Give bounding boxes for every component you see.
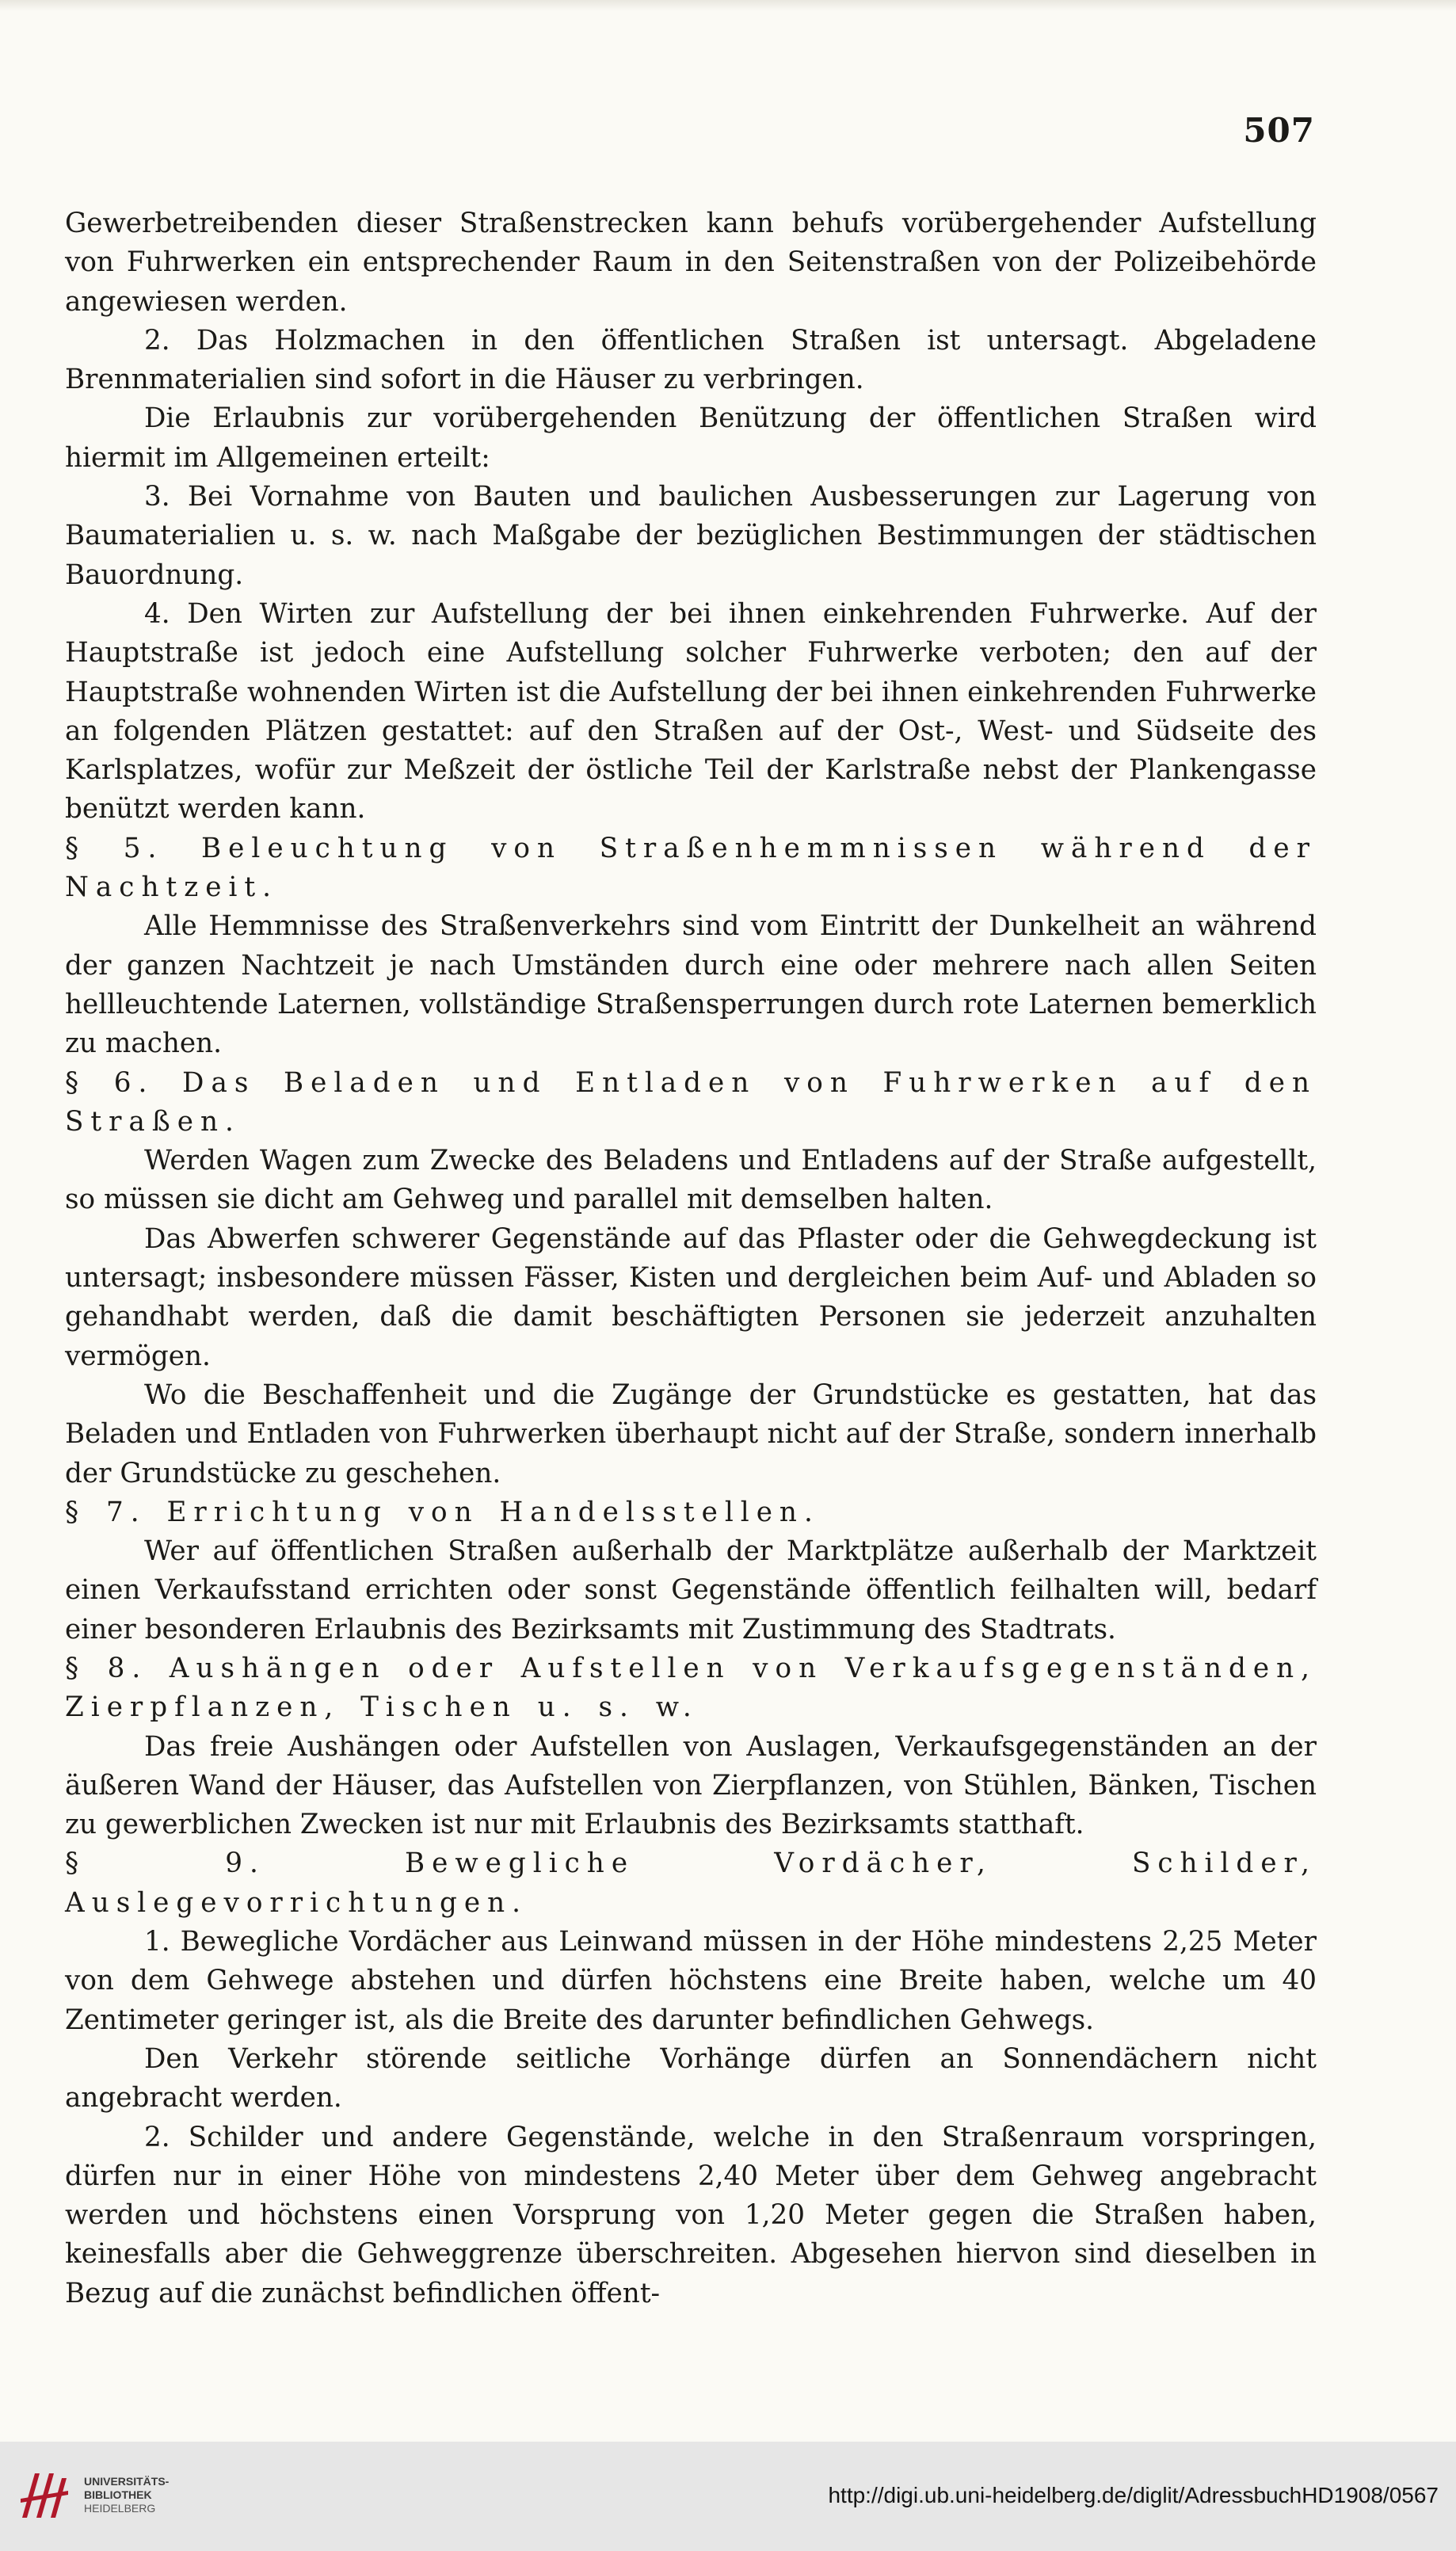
library-logo[interactable] <box>16 2456 184 2535</box>
paragraph: Das freie Aushängen oder Aufstellen von Auslagen, Verkaufsgegenständen an der äußeren Wand der Häuser, das Aufstellen von Zierpflanzen, von Stühlen, Bänken, Tischen zu gewerblichen Zwecken ist nur mit Erlaubnis des Bezirksamts statthaft. <box>65 1730 1317 1841</box>
paragraph: 2. Das Holzmachen in den öffentlichen Straßen ist untersagt. Abgeladene Brennmaterialien sind sofort in die Häuser zu verbringen. <box>65 324 1317 396</box>
scan-edge <box>0 0 1456 11</box>
paragraph: Das Abwerfen schwerer Gegenstände auf das Pflaster oder die Gehwegdeckung ist untersagt; insbesondere müssen Fässer, Kisten und dergleichen beim Auf- und Abladen so gehandhabt werden, daß die damit beschäftigten Personen sie jederzeit anzuhalten vermögen. <box>65 1222 1317 1372</box>
section-heading: § 9. Bewegliche Vordächer, Schilder, Auslegevorrichtungen. <box>65 1847 1317 1919</box>
paragraph: Alle Hemmnisse des Straßenverkehrs sind vom Eintritt der Dunkelheit an während der ganzen Nachtzeit je nach Umständen durch eine oder mehrere nach allen Seiten hellleuchtende Laternen, vollständige Straßensperrungen durch rote Laternen bemerklich zu machen. <box>65 910 1317 1060</box>
section-heading: § 5. Beleuchtung von Straßenhemmnissen während der Nachtzeit. <box>65 832 1317 904</box>
paragraph: 3. Bei Vornahme von Bauten und baulichen Ausbesserungen zur Lagerung von Baumaterialien u. s. w. nach Maßgabe der bezüglichen Bestimmungen der städtischen Bauordnung. <box>65 481 1317 591</box>
paragraph: 1. Bewegliche Vordächer aus Leinwand müssen in der Höhe mindestens 2,25 Meter von dem Gehwege abstehen und dürfen höchstens eine Breite haben, welche um 40 Zentimeter geringer ist, als die Breite des darunter befindlichen Gehwegs. <box>65 1926 1317 2036</box>
paragraph: Werden Wagen zum Zwecke des Beladens und Entladens auf der Straße aufgestellt, so müssen sie dicht am Gehweg und parallel mit demselben halten. <box>65 1145 1317 1216</box>
logo-line: HEIDELBERG <box>84 2502 156 2515</box>
source-url-link[interactable]: http://digi.ub.uni-heidelberg.de/diglit/AdressbuchHD1908/0567 <box>828 2483 1439 2507</box>
section-heading: § 6. Das Beladen und Entladen von Fuhrwerken auf den Straßen. <box>65 1066 1317 1138</box>
paragraph: 4. Den Wirten zur Aufstellung der bei ihnen einkehrenden Fuhrwerke. Auf der Hauptstraße ist jedoch eine Aufstellung solcher Fuhrwerke verboten; den auf der Hauptstraße wohnenden Wirten ist die Aufstellung der bei ihnen einkehrenden Fuhrwerke an folgenden Plätzen gestattet: auf den Straßen auf der Ost-, West- und Südseite des Karlsplatzes, wofür zur Meßzeit der östliche Teil der Karlstraße nebst der Plankengasse benützt werden kann. <box>65 597 1317 826</box>
logo-line: BIBLIOTHEK <box>84 2488 152 2501</box>
library-seal-icon <box>16 2467 73 2524</box>
paragraph: Gewerbetreibenden dieser Straßenstrecken kann behufs vorübergehender Aufstellung von Fuhrwerken ein entsprechender Raum in den Seitenstraßen von der Polizeibehörde angewiesen werden. <box>65 208 1317 318</box>
library-logo-text <box>84 2475 169 2515</box>
paragraph: Die Erlaubnis zur vorübergehenden Benützung der öffentlichen Straßen wird hiermit im Allgemeinen erteilt: <box>65 402 1317 474</box>
section-heading: § 7. Errichtung von Handelsstellen. <box>65 1496 820 1528</box>
page-body <box>65 204 1317 2313</box>
paragraph: 2. Schilder und andere Gegenstände, welche in den Straßenraum vorspringen, dürfen nur in einer Höhe von mindestens 2,40 Meter über dem Gehweg angebracht werden und höchstens einen Vorsprung von 1,20 Meter gegen die Straßen haben, keinesfalls aber die Gehweggrenze überschreiten. Abgesehen hiervon sind dieselben in Bezug auf die zunächst befindlichen öffent- <box>65 2121 1317 2309</box>
paragraph: Den Verkehr störende seitliche Vorhänge dürfen an Sonnendächern nicht angebracht werden. <box>65 2042 1317 2114</box>
paragraph: Wo die Beschaffenheit und die Zugänge der Grundstücke es gestatten, hat das Beladen und Entladen von Fuhrwerken überhaupt nicht auf der Straße, sondern innerhalb der Grundstücke zu geschehen. <box>65 1378 1317 1489</box>
page-number: 507 <box>1243 111 1315 150</box>
paragraph: Wer auf öffentlichen Straßen außerhalb der Marktplätze außerhalb der Marktzeit einen Verkaufsstand errichten oder sonst Gegenstände öffentlich feilhalten will, bedarf einer besonderen Erlaubnis des Bezirksamts mit Zustimmung des Stadtrats. <box>65 1535 1317 1645</box>
digitization-footer <box>0 2442 1456 2551</box>
logo-line: UNIVERSITÄTS- <box>84 2475 170 2488</box>
section-heading: § 8. Aushängen oder Aufstellen von Verkaufsgegenständen, Zierpflanzen, Tischen u. s. w. <box>65 1652 1317 1724</box>
